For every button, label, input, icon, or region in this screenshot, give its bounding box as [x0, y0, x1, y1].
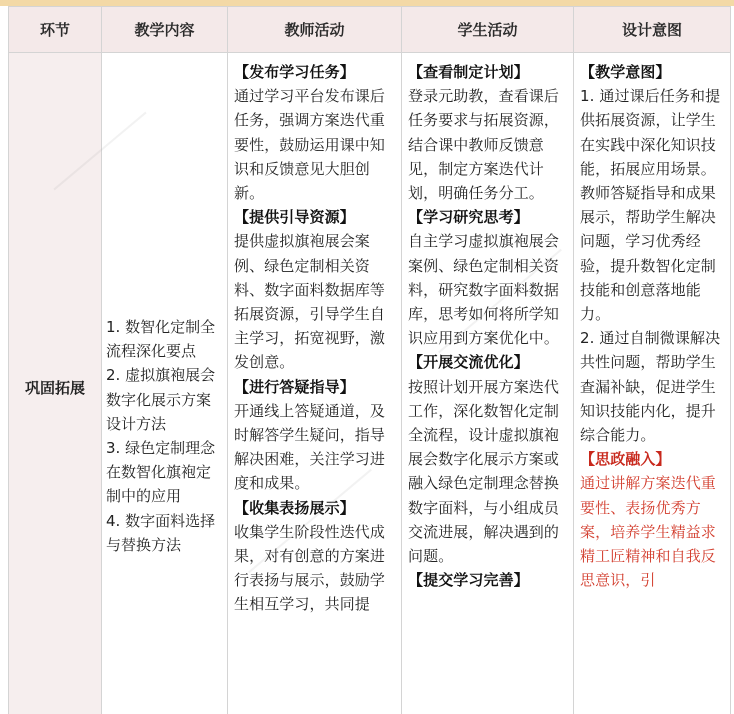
design-heading-intent: 【教学意图】	[580, 63, 671, 81]
design-heading-ideology: 【思政融入】	[580, 450, 671, 469]
content-item: 2. 虚拟旗袍展会数字化展示方案设计方法	[106, 366, 216, 433]
table-header-row	[9, 7, 731, 53]
student-heading-study: 【学习研究思考】	[408, 208, 529, 227]
teacher-text-publish: 通过学习平台发布课后任务，强调方案迭代重要性，鼓励运用课中知识和反馈意见大胆创新。	[234, 87, 386, 203]
design-text-ideology: 通过讲解方案迭代重要性、表扬优秀方案，培养学生精益求精工匠精神和自我反思意识，引	[580, 474, 716, 590]
header-teacher-activity: 教师活动	[228, 7, 402, 53]
teacher-text-resources: 提供虚拟旗袍展会案例、绿色定制相关资料、数字面料数据库等拓展资源，引导学生自主学习，拓宽视野，激发创意。	[234, 232, 386, 372]
student-heading-optimize: 【开展交流优化】	[408, 353, 529, 372]
teacher-activity-cell	[228, 53, 402, 714]
teacher-heading-qa: 【进行答疑指导】	[234, 377, 355, 396]
design-intent-cell	[574, 53, 731, 714]
teacher-text-collect: 收集学生阶段性迭代成果，对有创意的方案进行表扬与展示，鼓励学生相互学习，共同提	[234, 522, 386, 614]
header-stage: 环节	[9, 7, 102, 53]
content-item: 1. 数智化定制全流程深化要点	[106, 318, 216, 361]
teacher-text-qa: 开通线上答疑通道，及时解答学生疑问，指导解决困难，关注学习进度和成果。	[234, 401, 386, 493]
student-activity-cell	[402, 53, 574, 714]
teacher-heading-resources: 【提供引导资源】	[234, 208, 355, 227]
content-cell	[102, 53, 228, 714]
design-text-intent-2: 2. 通过自制微课解决共性问题，帮助学生查漏补缺，促进学生知识技能内化，提升综合能力。	[580, 329, 721, 445]
student-heading-plan: 【查看制定计划】	[408, 63, 529, 81]
header-design-intent: 设计意图	[574, 7, 731, 53]
content-item: 3. 绿色定制理念在数智化旗袍定制中的应用	[106, 439, 216, 506]
teacher-heading-publish: 【发布学习任务】	[234, 63, 355, 81]
student-heading-submit: 【提交学习完善】	[408, 571, 529, 590]
content-item: 4. 数字面料选择与替换方法	[106, 511, 216, 554]
teacher-heading-collect: 【收集表扬展示】	[234, 498, 355, 517]
table-row	[9, 53, 731, 714]
stage-cell	[9, 53, 102, 714]
student-text-optimize: 按照计划开展方案迭代工作，深化数智化定制全流程，设计虚拟旗袍展会数字化展示方案或融入绿色定制理念替换数字面料，与小组成员交流进展，解决遇到的问题。	[408, 377, 560, 566]
lesson-plan-table	[8, 6, 731, 714]
header-content: 教学内容	[102, 7, 228, 53]
student-text-study: 自主学习虚拟旗袍展会案例、绿色定制相关资料，研究数字面料数据库，思考如何将所学知识应用到方案优化中。	[408, 232, 560, 348]
student-text-plan: 登录元助教，查看课后任务要求与拓展资源，结合课中教师反馈意见，制定方案迭代计划，明确任务分工。	[408, 87, 560, 203]
stage-label: 巩固拓展	[24, 379, 85, 397]
header-student-activity: 学生活动	[402, 7, 574, 53]
design-text-intent-1: 1. 通过课后任务和提供拓展资源，让学生在实践中深化知识技能，拓展应用场景。教师答疑指导和成果展示，帮助学生解决问题，学习优秀经验，提升数智化定制技能和创意落地能力。	[580, 87, 721, 324]
